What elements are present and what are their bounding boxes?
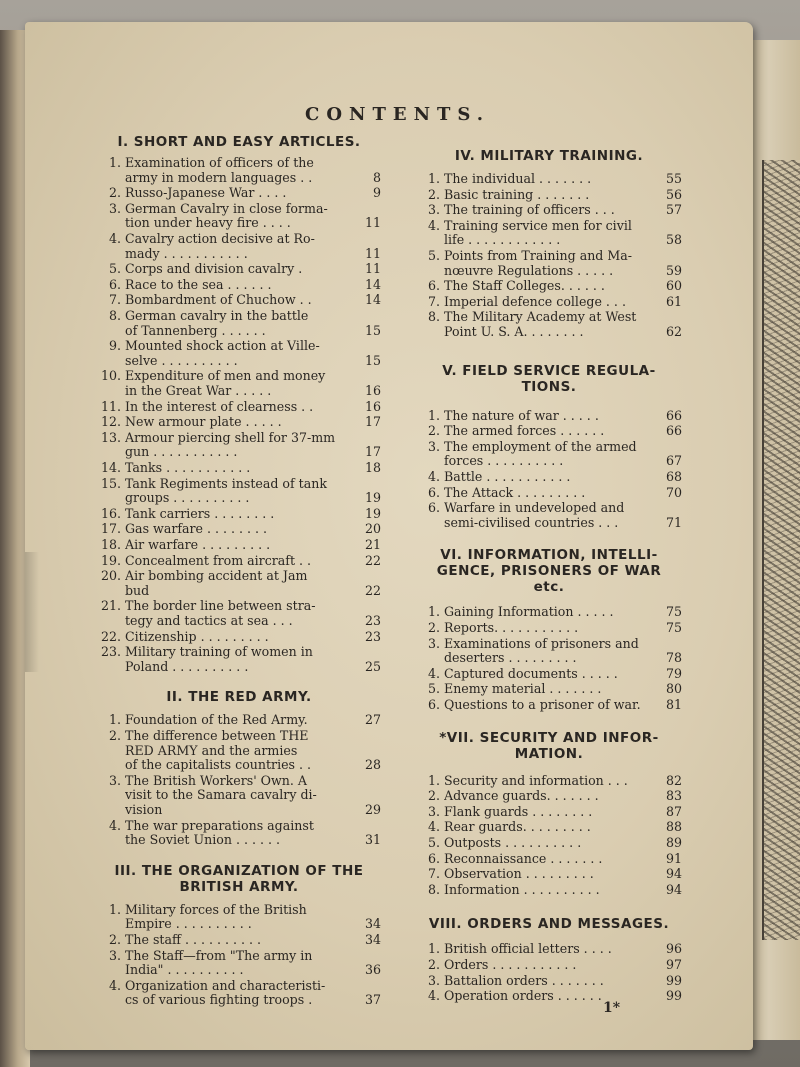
entry-title-line: visit to the Samara cavalry di- [125, 788, 317, 803]
entry-number: 4. [108, 977, 121, 993]
page-number: 1* [603, 1000, 621, 1016]
entry-number: 8. [108, 308, 121, 323]
entry-title-line: The Staff Colleges. . . . . . [444, 279, 605, 294]
entry-page-number: 23 [364, 628, 381, 644]
section-heading: VIII. ORDERS AND MESSAGES. [428, 916, 670, 933]
entry-title-line: Concealment from aircraft . . [125, 553, 312, 568]
entry-title-line: Operation orders . . . . . . [444, 989, 602, 1004]
entry-title-line: Citizenship . . . . . . . . . [125, 629, 269, 644]
entry-page-number: 99 [665, 988, 682, 1004]
entry-page-number: 96 [665, 941, 682, 957]
entry-title-line: vision [125, 802, 163, 817]
entry-page-number: 59 [665, 262, 682, 278]
entry-number: 8. [427, 881, 440, 897]
entry-title-line: British official letters . . . . [444, 942, 612, 957]
entry-title-line: Points from Training and Ma- [444, 249, 633, 263]
entry-title-line: Air warfare . . . . . . . . . [125, 538, 271, 552]
entry-title-line: Point U. S. A. . . . . . . . [444, 324, 584, 339]
entry-page-number: 70 [665, 484, 682, 500]
entry-title-line: Corps and division cavalry . [125, 262, 303, 277]
entry-title-line: The employment of the armed [444, 439, 637, 454]
entry-title-line: German cavalry in the battle [125, 309, 309, 323]
entry-title-line: Gas warfare . . . . . . . . [125, 522, 268, 537]
entry-title-line: Reconnaissance . . . . . . . [444, 851, 603, 866]
entry-number: 6. [427, 278, 440, 294]
entry-page-number: 58 [665, 232, 682, 248]
entry-page-number: 11 [364, 261, 381, 277]
section-heading: etc. [533, 579, 565, 596]
entry-number: 7. [427, 866, 440, 882]
entry-title-line: selve . . . . . . . . . . [125, 353, 238, 368]
entry-number: 5. [427, 835, 440, 850]
entry-number: 1. [427, 407, 440, 423]
section-heading: IV. MILITARY TRAINING. [454, 148, 644, 164]
entry-title-line: Battle . . . . . . . . . . . [444, 470, 571, 484]
entry-page-number: 11 [364, 245, 381, 261]
entry-title-line: Examination of officers of the [125, 156, 314, 170]
entry-page-number: 66 [665, 407, 682, 423]
entry-title-line: Tank Regiments instead of tank [125, 476, 327, 491]
entry-page-number: 99 [665, 972, 682, 988]
entry-title-line: army in modern languages . . [125, 170, 313, 185]
entry-title-line: tegy and tactics at sea . . . [125, 613, 293, 628]
page-fold-shadow [25, 552, 39, 672]
entry-title-line: The training of officers . . . [444, 203, 615, 218]
entry-number: 3. [108, 947, 121, 963]
entry-page-number: 9 [372, 185, 381, 201]
entry-page-number: 22 [364, 582, 381, 598]
entry-page-number: 20 [364, 521, 381, 537]
page-title: CONTENTS. [305, 104, 491, 125]
entry-number: 14. [100, 460, 121, 475]
entry-page-number: 56 [665, 186, 682, 202]
entry-number: 7. [427, 293, 440, 309]
entry-number: 21. [100, 598, 121, 614]
entry-page-number: 94 [665, 881, 682, 897]
entry-title-line: cs of various fighting troops . [125, 993, 313, 1008]
entry-number: 4. [427, 217, 440, 233]
entry-title-line: Organization and characteristi- [125, 978, 326, 993]
entry-number: 2. [427, 620, 440, 635]
entry-title-line: Foundation of the Red Army. [125, 713, 308, 728]
entry-number: 5. [427, 681, 440, 697]
entry-title-line: Imperial defence college . . . [444, 294, 626, 309]
entry-page-number: 25 [364, 658, 381, 674]
entry-title-line: Flank guards . . . . . . . . [444, 804, 593, 819]
entry-title-line: Tank carriers . . . . . . . . [125, 506, 275, 521]
entry-title-line: in the Great War . . . . . [125, 383, 272, 398]
entry-number: 8. [427, 309, 440, 325]
entry-page-number: 19 [364, 505, 381, 521]
entry-page-number: 17 [364, 414, 381, 430]
entry-page-number: 31 [364, 832, 381, 848]
entry-page-number: 67 [665, 453, 682, 469]
section-heading: MATION. [514, 745, 584, 762]
entry-title-line: Mounted shock action at Ville- [125, 339, 320, 354]
entry-number: 2. [427, 957, 440, 972]
entry-page-number: 80 [665, 681, 682, 697]
entry-title-line: Expenditure of men and money [125, 369, 326, 384]
entry-title-line: Information . . . . . . . . . . [444, 882, 600, 897]
adjacent-page-illustration [762, 160, 800, 940]
entry-number: 6. [427, 850, 440, 866]
entry-title-line: gun . . . . . . . . . . . [125, 445, 238, 460]
entry-number: 3. [108, 200, 121, 216]
entry-number: 2. [108, 728, 121, 743]
entry-number: 3. [108, 772, 121, 788]
entry-number: 13. [100, 429, 121, 445]
entry-title-line: nœuvre Regulations . . . . . [444, 263, 614, 278]
entry-title-line: Orders . . . . . . . . . . . [444, 958, 577, 972]
entry-title-line: Tanks . . . . . . . . . . . [125, 461, 251, 475]
entry-number: 4. [108, 231, 121, 246]
entry-number: 2. [108, 932, 121, 947]
entry-title-line: forces . . . . . . . . . . [444, 454, 564, 469]
entry-page-number: 68 [665, 469, 682, 484]
entry-title-line: semi-civilised countries . . . [444, 515, 619, 530]
entry-page-number: 34 [364, 932, 381, 947]
entry-title-line: deserters . . . . . . . . . [444, 651, 577, 666]
entry-title-line: The armed forces . . . . . . [444, 424, 605, 439]
entry-title-line: Armour piercing shell for 37-mm [125, 430, 336, 445]
entry-title-line: The Attack . . . . . . . . . [444, 485, 586, 500]
entry-number: 6. [427, 500, 440, 516]
entry-title-line: Outposts . . . . . . . . . . [444, 836, 582, 850]
entry-title-line: Russo-Japanese War . . . . [125, 186, 287, 201]
entry-title-line: In the interest of clearness . . [125, 399, 314, 414]
entry-number: 12. [100, 414, 121, 430]
entry-number: 3. [427, 803, 440, 819]
entry-title-line: The staff . . . . . . . . . . [125, 933, 262, 947]
entry-number: 1. [427, 171, 440, 186]
entry-number: 6. [427, 484, 440, 500]
entry-number: 1. [108, 712, 121, 728]
entry-page-number: 79 [665, 665, 682, 681]
entry-title-line: Security and information . . . [444, 773, 628, 788]
entry-number: 11. [100, 398, 121, 414]
entry-title-line: Advance guards. . . . . . . [444, 789, 599, 804]
entry-title-line: Poland . . . . . . . . . . [125, 659, 249, 674]
entry-title-line: India" . . . . . . . . . . [125, 963, 244, 978]
entry-number: 3. [427, 438, 440, 454]
entry-page-number: 16 [364, 398, 381, 414]
entry-number: 5. [427, 248, 440, 263]
entry-title-line: life . . . . . . . . . . . . [444, 233, 561, 248]
section-heading: III. THE ORGANIZATION OF THE [114, 862, 364, 879]
entry-page-number: 19 [364, 490, 381, 506]
entry-number: 1. [108, 155, 121, 170]
entry-page-number: 71 [665, 514, 682, 530]
entry-title-line: Basic training . . . . . . . [444, 187, 590, 202]
entry-title-line: Captured documents . . . . . [444, 666, 618, 681]
entry-page-number: 23 [364, 612, 381, 628]
entry-title-line: The nature of war . . . . . [444, 408, 599, 423]
entry-number: 20. [100, 568, 121, 584]
entry-title-line: Training service men for civil [444, 218, 632, 233]
entry-page-number: 37 [364, 992, 381, 1008]
entry-title-line: Gaining Information . . . . . [444, 605, 614, 620]
entry-page-number: 78 [665, 650, 682, 666]
entry-number: 1. [108, 901, 121, 917]
entry-page-number: 94 [665, 866, 682, 882]
entry-page-number: 81 [665, 697, 682, 712]
entry-page-number: 16 [364, 382, 381, 398]
entry-title-line: Cavalry action decisive at Ro- [125, 232, 315, 246]
entry-number: 2. [427, 186, 440, 202]
section-heading: II. THE RED ARMY. [166, 689, 312, 706]
entry-page-number: 36 [364, 962, 381, 978]
entry-number: 2. [427, 788, 440, 804]
entry-page-number: 60 [665, 278, 682, 294]
section-heading: BRITISH ARMY. [179, 878, 299, 895]
entry-title-line: Enemy material . . . . . . . [444, 682, 602, 697]
entry-page-number: 29 [364, 801, 381, 817]
entry-page-number: 82 [665, 772, 682, 788]
entry-page-number: 83 [665, 788, 682, 804]
contents-page [25, 22, 753, 1050]
entry-title-line: groups . . . . . . . . . . [125, 491, 250, 506]
entry-page-number: 87 [665, 803, 682, 819]
entry-number: 1. [427, 941, 440, 957]
entry-page-number: 14 [364, 276, 381, 292]
section-heading: V. FIELD SERVICE REGULA- [442, 362, 656, 379]
entry-number: 4. [427, 469, 440, 484]
entry-page-number: 28 [364, 757, 381, 773]
entry-title-line: German Cavalry in close forma- [125, 201, 328, 216]
entry-number: 1. [427, 772, 440, 788]
entry-page-number: 89 [665, 835, 682, 850]
section-heading: VI. INFORMATION, INTELLI- [440, 547, 658, 564]
entry-number: 4. [427, 988, 440, 1004]
entry-page-number: 88 [665, 819, 682, 835]
entry-title-line: The British Workers' Own. A [125, 773, 307, 788]
entry-title-line: New armour plate . . . . . [125, 415, 282, 430]
entry-number: 4. [108, 817, 121, 833]
entry-number: 6. [108, 276, 121, 292]
entry-title-line: Questions to a prisoner of war. [444, 698, 641, 712]
entry-title-line: Rear guards. . . . . . . . . [444, 820, 591, 835]
entry-page-number: 75 [665, 620, 682, 635]
entry-title-line: tion under heavy fire . . . . [125, 216, 291, 231]
entry-title-line: Military training of women in [125, 645, 313, 660]
entry-number: 23. [100, 644, 121, 660]
entry-number: 6. [427, 697, 440, 712]
entry-title-line: Empire . . . . . . . . . . [125, 917, 252, 932]
entry-page-number: 14 [364, 292, 381, 308]
section-heading: TIONS. [521, 378, 577, 395]
entry-title-line: Battalion orders . . . . . . . [444, 973, 604, 988]
entry-page-number: 18 [364, 460, 381, 475]
entry-title-line: mady . . . . . . . . . . . [125, 246, 248, 261]
entry-title-line: RED ARMY and the armies [125, 743, 298, 758]
entry-number: 16. [100, 505, 121, 521]
section-heading: GENCE, PRISONERS OF WAR [436, 563, 662, 580]
entry-page-number: 22 [364, 552, 381, 568]
entry-title-line: Observation . . . . . . . . . [444, 867, 594, 882]
entry-title-line: The individual . . . . . . . [444, 172, 592, 186]
entry-title-line: Military forces of the British [125, 902, 307, 917]
entry-title-line: Warfare in undeveloped and [444, 501, 625, 516]
entry-number: 17. [100, 521, 121, 537]
entry-number: 3. [427, 972, 440, 988]
entry-page-number: 21 [364, 537, 381, 552]
entry-number: 1. [427, 604, 440, 620]
entry-page-number: 15 [364, 322, 381, 338]
entry-number: 9. [108, 338, 121, 354]
entry-title-line: of the capitalists countries . . [125, 758, 312, 773]
entry-title-line: Bombardment of Chuchow . . [125, 293, 312, 308]
entry-number: 3. [427, 202, 440, 218]
entry-number: 10. [100, 368, 121, 384]
entry-title-line: The difference between THE [125, 729, 309, 743]
entry-title-line: Examinations of prisoners and [444, 636, 639, 651]
entry-number: 2. [427, 423, 440, 439]
entry-page-number: 8 [372, 169, 381, 185]
entry-page-number: 66 [665, 423, 682, 439]
entry-number: 15. [100, 475, 121, 491]
entry-title-line: The Staff—from "The army in [125, 948, 313, 963]
entry-page-number: 11 [364, 215, 381, 231]
entry-number: 4. [427, 665, 440, 681]
entry-page-number: 97 [665, 957, 682, 972]
entry-page-number: 34 [364, 916, 381, 932]
entry-title-line: Race to the sea . . . . . . [125, 277, 272, 292]
entry-number: 7. [108, 292, 121, 308]
entry-title-line: bud [125, 583, 150, 598]
section-heading: *VII. SECURITY AND INFOR- [439, 729, 659, 746]
entry-number: 18. [100, 537, 121, 552]
entry-page-number: 17 [364, 444, 381, 460]
entry-title-line: The Military Academy at West [444, 310, 637, 325]
entry-page-number: 57 [665, 202, 682, 218]
entry-number: 3. [427, 635, 440, 651]
entry-title-line: The war preparations against [125, 818, 314, 833]
entry-page-number: 75 [665, 604, 682, 620]
entry-page-number: 55 [665, 171, 682, 186]
entry-number: 19. [100, 552, 121, 568]
entry-page-number: 27 [364, 712, 381, 728]
entry-number: 22. [100, 628, 121, 644]
section-heading: I. SHORT AND EASY ARTICLES. [117, 134, 361, 150]
entry-title-line: Air bombing accident at Jam [125, 569, 308, 584]
entry-number: 4. [427, 819, 440, 835]
entry-page-number: 62 [665, 323, 682, 339]
entry-title-line: of Tannenberg . . . . . . [125, 323, 266, 338]
entry-page-number: 15 [364, 352, 381, 368]
entry-title-line: Reports. . . . . . . . . . . [444, 621, 579, 635]
entry-page-number: 61 [665, 293, 682, 309]
entry-page-number: 91 [665, 850, 682, 866]
entry-title-line: the Soviet Union . . . . . . [125, 833, 280, 848]
entry-title-line: The border line between stra- [125, 599, 316, 614]
entry-number: 2. [108, 185, 121, 201]
entry-number: 5. [108, 261, 121, 277]
